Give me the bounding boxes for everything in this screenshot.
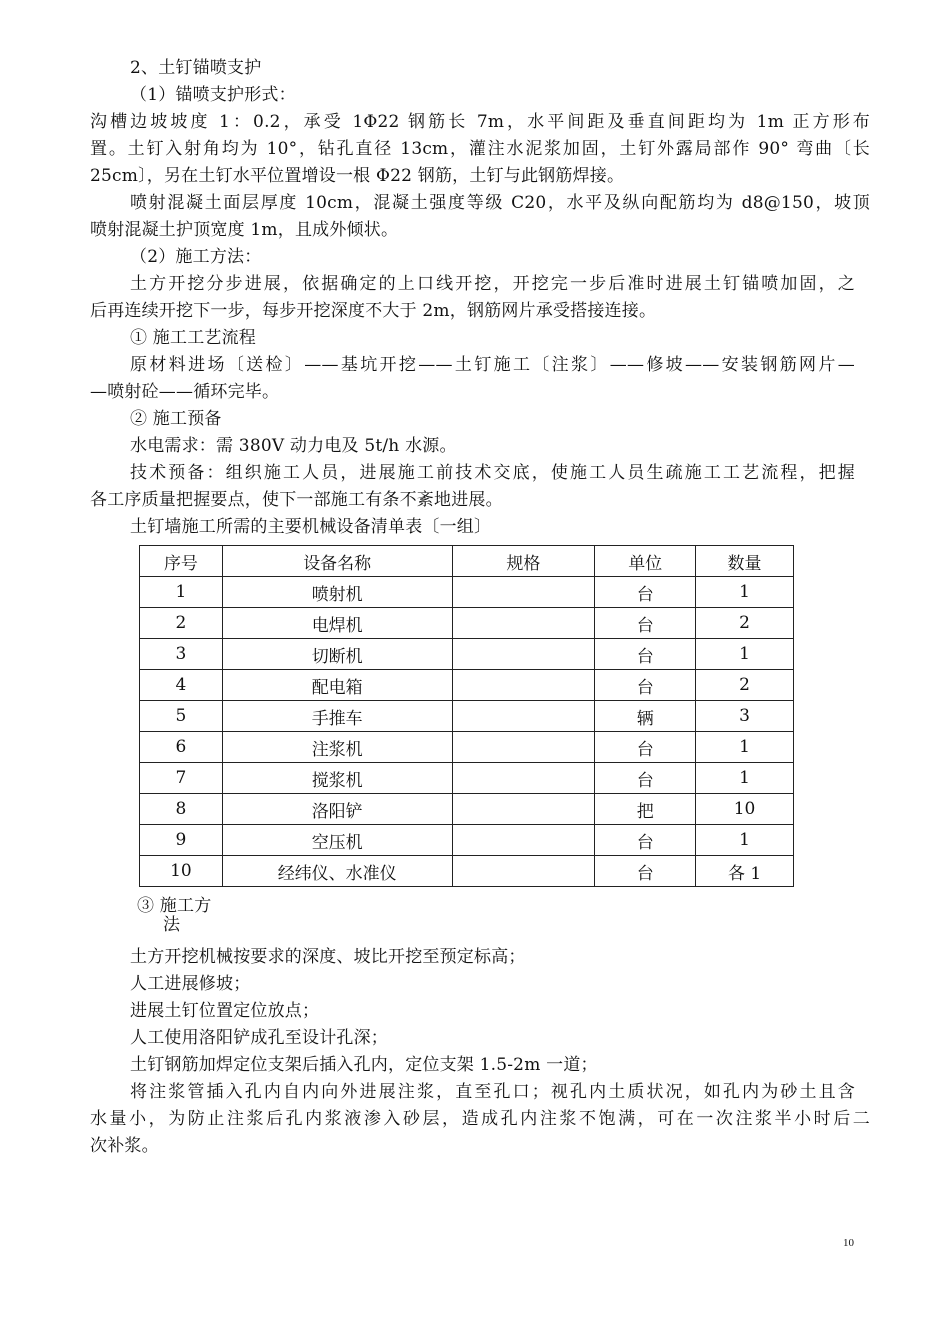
cell-name: 切断机 — [222, 639, 452, 670]
cell-unit: 台 — [595, 763, 696, 794]
para1-line3: 25cm〕，另在土钉水平位置增设一根 Φ22 钢筋，土钉与此钢筋焊接。 — [90, 166, 625, 186]
cell-name: 喷射机 — [222, 577, 452, 608]
cell-name: 经纬仪、水准仪 — [222, 856, 452, 887]
header-unit: 单位 — [595, 546, 696, 577]
step-1: 土方开挖机械按要求的深度、坡比开挖至预定标高； — [130, 947, 526, 967]
header-index: 序号 — [140, 546, 223, 577]
cell-qty: 3 — [696, 701, 794, 732]
item-preparation: ② 施工预备 — [130, 409, 222, 429]
cell-unit: 台 — [595, 608, 696, 639]
cell-unit: 台 — [595, 825, 696, 856]
table-title: 土钉墙施工所需的主要机械设备清单表〔一组〕 — [130, 517, 492, 537]
cell-qty: 2 — [696, 670, 794, 701]
cell-name: 搅浆机 — [222, 763, 452, 794]
table-row — [140, 639, 794, 670]
cell-name: 手推车 — [222, 701, 452, 732]
subsection-1: （1）锚喷支护形式： — [130, 85, 296, 105]
cell-spec — [452, 856, 595, 887]
para1-line1: 沟槽边坡坡度 1：0.2，承受 1Φ22 钢筋长 7m，水平间距及垂直间距均为 1m 正方形布 — [90, 112, 870, 132]
table-row — [140, 670, 794, 701]
cell-spec — [452, 732, 595, 763]
header-spec: 规格 — [452, 546, 595, 577]
page-number: 10 — [843, 1237, 854, 1249]
item-method-line2: 法 — [163, 915, 181, 935]
table-row — [140, 608, 794, 639]
cell-unit: 台 — [595, 670, 696, 701]
cell-index: 9 — [140, 825, 223, 856]
cell-spec — [452, 825, 595, 856]
cell-name: 洛阳铲 — [222, 794, 452, 825]
cell-qty: 1 — [696, 732, 794, 763]
cell-unit: 台 — [595, 639, 696, 670]
tech-line1: 技术预备：组织施工人员，进展施工前技术交底，使施工人员生疏施工工艺流程，把握 — [130, 463, 855, 483]
last-para-line2: 水量小，为防止注浆后孔内浆液渗入砂层，造成孔内注浆不饱满，可在一次注浆半小时后二 — [90, 1109, 870, 1129]
flow-line2: —喷射砼——循环完毕。 — [90, 382, 280, 402]
header-qty: 数量 — [696, 546, 794, 577]
table-row — [140, 856, 794, 887]
cell-name: 注浆机 — [222, 732, 452, 763]
cell-qty: 10 — [696, 794, 794, 825]
cell-unit: 辆 — [595, 701, 696, 732]
cell-qty: 1 — [696, 763, 794, 794]
cell-qty: 1 — [696, 639, 794, 670]
tech-line2: 各工序质量把握要点，使下一部施工有条不紊地进展。 — [90, 490, 503, 510]
cell-unit: 台 — [595, 856, 696, 887]
cell-unit: 把 — [595, 794, 696, 825]
table-row — [140, 732, 794, 763]
para1-line2: 置。土钉入射角均为 10°，钻孔直径 13cm，灌注水泥浆加固，土钉外露局部作 90° 弯曲〔长 — [90, 139, 870, 159]
cell-qty: 各 1 — [696, 856, 794, 887]
item-method-line1: ③ 施工方 — [137, 896, 212, 916]
step-5: 土钉钢筋加焊定位支架后插入孔内，定位支架 1.5-2m 一道； — [130, 1055, 598, 1075]
cell-name: 配电箱 — [222, 670, 452, 701]
water-power: 水电需求：需 380V 动力电及 5t/h 水源。 — [130, 436, 457, 456]
step-4: 人工使用洛阳铲成孔至设计孔深； — [130, 1028, 388, 1048]
cell-qty: 1 — [696, 825, 794, 856]
table-row — [140, 825, 794, 856]
table-row — [140, 763, 794, 794]
equipment-table — [139, 545, 794, 887]
para2-line2: 喷射混凝土护顶宽度 1m，且成外倾状。 — [90, 220, 399, 240]
cell-index: 5 — [140, 701, 223, 732]
step-3: 进展土钉位置定位放点； — [130, 1001, 320, 1021]
header-name: 设备名称 — [222, 546, 452, 577]
cell-index: 7 — [140, 763, 223, 794]
cell-spec — [452, 763, 595, 794]
cell-spec — [452, 639, 595, 670]
cell-index: 3 — [140, 639, 223, 670]
table-row — [140, 701, 794, 732]
cell-qty: 1 — [696, 577, 794, 608]
table-row — [140, 794, 794, 825]
cell-index: 6 — [140, 732, 223, 763]
subsection-2: （2）施工方法： — [130, 247, 262, 267]
item-process-flow: ① 施工工艺流程 — [130, 328, 257, 348]
cell-unit: 台 — [595, 732, 696, 763]
cell-index: 8 — [140, 794, 223, 825]
para3-line2: 后再连续开挖下一步，每步开挖深度不大于 2m，钢筋网片承受搭接连接。 — [90, 301, 657, 321]
cell-index: 2 — [140, 608, 223, 639]
cell-index: 10 — [140, 856, 223, 887]
flow-line1: 原材料进场〔送检〕——基坑开挖——土钉施工〔注浆〕——修坡——安装钢筋网片— — [130, 355, 855, 375]
cell-index: 4 — [140, 670, 223, 701]
cell-spec — [452, 670, 595, 701]
cell-index: 1 — [140, 577, 223, 608]
cell-name: 空压机 — [222, 825, 452, 856]
cell-spec — [452, 794, 595, 825]
section-heading: 2、土钉锚喷支护 — [130, 58, 262, 78]
cell-qty: 2 — [696, 608, 794, 639]
last-para-line1: 将注浆管插入孔内自内向外进展注浆，直至孔口；视孔内土质状况，如孔内为砂土且含 — [130, 1082, 855, 1102]
step-2: 人工进展修坡； — [130, 974, 251, 994]
cell-spec — [452, 701, 595, 732]
last-para-line3: 次补浆。 — [90, 1136, 159, 1156]
table-header-row — [140, 546, 794, 577]
cell-spec — [452, 608, 595, 639]
table-row — [140, 577, 794, 608]
para3-line1: 土方开挖分步进展，依据确定的上口线开挖，开挖完一步后准时进展土钉锚喷加固，之 — [130, 274, 855, 294]
cell-spec — [452, 577, 595, 608]
para2-line1: 喷射混凝土面层厚度 10cm，混凝土强度等级 C20，水平及纵向配筋均为 d8@150，坡顶 — [130, 193, 870, 213]
cell-name: 电焊机 — [222, 608, 452, 639]
cell-unit: 台 — [595, 577, 696, 608]
